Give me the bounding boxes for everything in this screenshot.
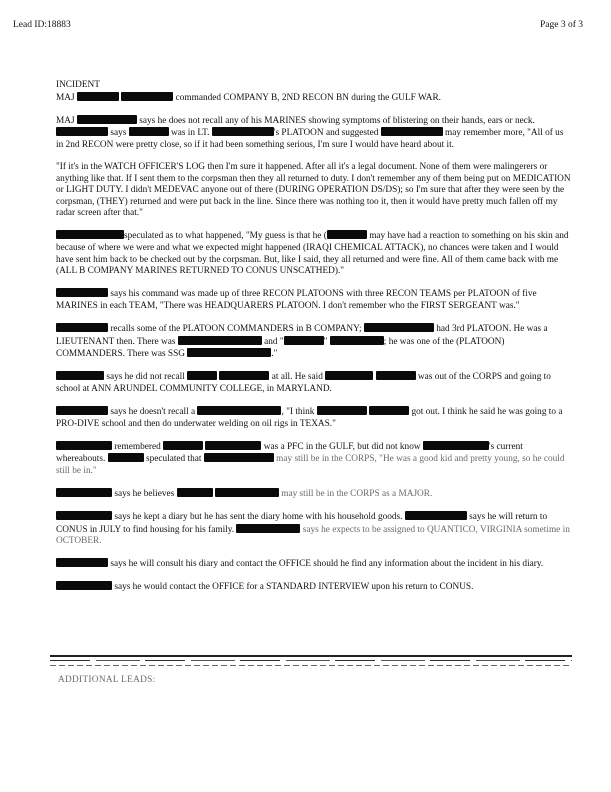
paragraph-pro-dive: says he doesn't recall a , "I think got out. I think he said he was going to a PRO-DIVE school and then do underwater welding on oil rigs in TEXAS." <box>56 406 563 429</box>
redaction-bar <box>215 488 279 497</box>
redaction-bar <box>56 488 112 497</box>
redaction-bar <box>77 115 137 124</box>
document-body <box>56 80 572 605</box>
redaction-bar <box>212 127 274 136</box>
redaction-bar <box>77 92 119 101</box>
paragraph-major: says he believes may still be in the CORPS as a MAJOR. <box>56 488 572 501</box>
incident-heading: INCIDENT <box>56 80 100 90</box>
divider-lines <box>50 655 572 669</box>
redaction-bar <box>56 371 104 380</box>
redaction-bar <box>327 230 367 239</box>
redaction-bar <box>177 488 213 497</box>
paragraph-corps-status: says he did not recall at all. He said was out of the CORPS and going to school at ANN ARUNDEL COMMUNITY COLLEGE, in MARYLAND. <box>56 372 551 394</box>
paragraph-speculation: speculated as to what happened, "My guess is that he ( may have had a reaction to something on his skin and because of where we were and what we expected might happened (IRAQI CHEMICAL ATTACK), no chances were taken and I would have sent him back to be checked out by the corpsman. But, like I said, they all returned and were fine. All of them came back with me (ALL B COMPANY MARINES RETURNED TO CONUS UNSCATHED)." <box>56 231 569 277</box>
paragraph-platoon-commanders: recalls some of the PLATOON COMMANDERS in B COMPANY; had 3rd PLATOON. He was a LIEUTENANT then. There was and " " ; he was one of the (PLATOON) COMMANDERS. There was SSG ." <box>56 324 548 360</box>
redaction-bar <box>56 406 108 415</box>
redaction-bar <box>405 511 467 520</box>
redaction-bar <box>381 127 443 136</box>
redaction-bar <box>376 371 416 380</box>
redaction-bar <box>56 511 112 520</box>
divider-rule <box>50 665 572 666</box>
redaction-bar <box>121 92 173 101</box>
redaction-bar <box>187 371 217 380</box>
redaction-bar <box>236 524 300 533</box>
redaction-bar <box>284 336 324 345</box>
redaction-bar <box>364 323 434 332</box>
paragraph-command: MAJ commanded COMPANY B, 2ND RECON BN during the GULF WAR. <box>56 92 441 103</box>
redaction-bar <box>56 230 124 239</box>
paragraph-pfc: remembered was a PFC in the GULF, but did not know 's current whereabouts. speculated that may still be in the CORPS, "He was a good kid and pretty young, so he could still be in." <box>56 441 565 476</box>
redaction-bar <box>56 581 112 590</box>
redaction-bar <box>219 371 269 380</box>
redaction-bar <box>423 441 489 450</box>
redaction-bar <box>56 288 108 297</box>
redaction-bar <box>56 127 108 136</box>
paragraph-symptoms: MAJ says he does not recall any of his MARINES showing symptoms of blistering on their hands, ears or neck. says was in LT. 's PLATOON and suggested may remember more, "All of us in 2nd RECON were pretty close, so if it had been something serious, I'm sure I would have heard about it. <box>56 115 564 150</box>
paragraph-interview: says he would contact the OFFICE for a STANDARD INTERVIEW upon his return to CONUS. <box>56 581 572 594</box>
paragraph-watch-log: "If it's in the WATCH OFFICER'S LOG then I'm sure it happened. After all it's a legal document. None of them were malingerers or anything like that. If I sent them to the corpsman then they all returned to duty. I don't remember any of them being put on MEDICATION or LIGHT DUTY. I didn't MEDEVAC anyone out of there (DURING OPERATION DS/DS); so I'm sure that after they were seen by the corpsman, (THEY) returned and were put back in the line. Since there was nothing too it, then it would have pretty much fallen off my radar screen after that." <box>56 161 571 219</box>
paragraph-diary: says he kept a diary but he has sent the diary home with his household goods. says he will return to CONUS in JULY to find housing for his family. says he expects to be assigned to QUANTICO, VIRGINIA sometime in OCTOBER. <box>56 512 570 547</box>
redaction-bar <box>129 127 169 136</box>
redaction-bar <box>178 336 262 345</box>
paragraph-consult-diary: says he will consult his diary and contact the OFFICE should he find any information about the incident in his diary. <box>56 558 572 571</box>
divider-rule <box>50 655 572 657</box>
redaction-bar <box>56 323 108 332</box>
lead-id: Lead ID:18883 <box>13 20 71 30</box>
redaction-bar <box>187 348 271 357</box>
redaction-bar <box>325 371 373 380</box>
additional-leads-heading: ADDITIONAL LEADS: <box>58 675 156 685</box>
divider-rule <box>50 660 572 661</box>
redaction-bar <box>205 441 261 450</box>
redaction-bar <box>369 406 409 415</box>
redaction-bar <box>197 406 281 415</box>
redaction-bar <box>108 453 144 462</box>
paragraph-command-structure: says his command was made up of three RECON PLATOONS with three RECON TEAMS per PLATOON of five MARINES in each TEAM, "There was HEADQUARERS PLATOON. I don't remember who the FIRST SERGEANT was." <box>56 289 537 311</box>
redaction-bar <box>163 441 203 450</box>
page-number: Page 3 of 3 <box>539 20 583 30</box>
redaction-bar <box>330 336 384 345</box>
redaction-bar <box>204 453 274 462</box>
redaction-bar <box>56 441 112 450</box>
redaction-bar <box>317 406 367 415</box>
redaction-bar <box>56 558 108 567</box>
